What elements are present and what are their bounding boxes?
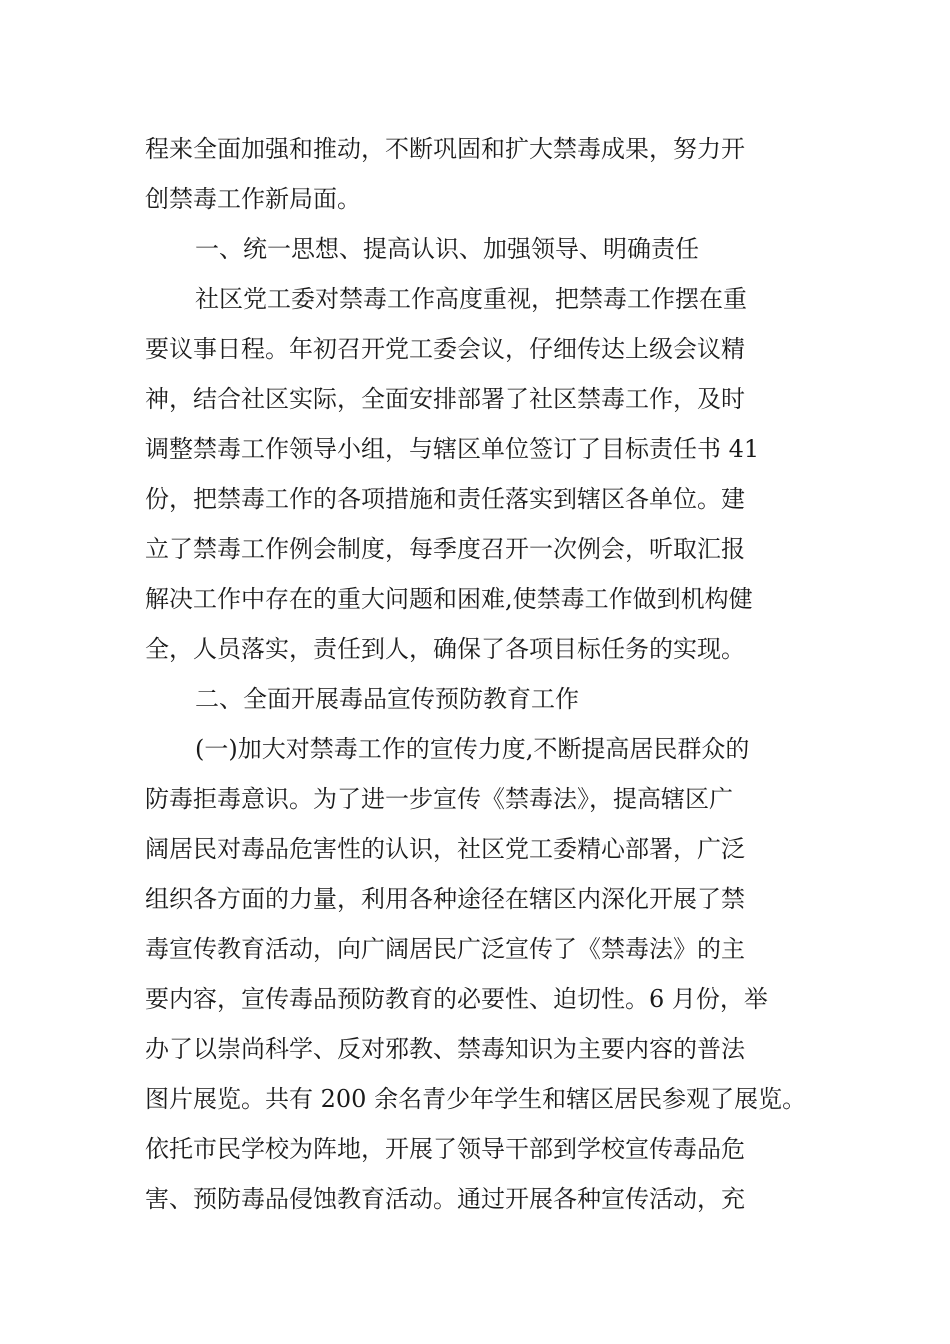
section-heading: 一、统一思想、提高认识、加强领导、明确责任 [195,235,699,263]
paragraph-line: 社区党工委对禁毒工作高度重视，把禁毒工作摆在重 [195,285,747,313]
paragraph-line: 办了以崇尚科学、反对邪教、禁毒知识为主要内容的普法 [145,1035,745,1063]
paragraph-line: 毒宣传教育活动，向广阔居民广泛宣传了《禁毒法》的主 [145,935,745,963]
section-heading: 二、全面开展毒品宣传预防教育工作 [195,685,579,713]
paragraph-line: 程来全面加强和推动，不断巩固和扩大禁毒成果，努力开 [145,135,745,163]
paragraph-line: 防毒拒毒意识。为了进一步宣传《禁毒法》，提高辖区广 [145,785,733,813]
paragraph-line: 阔居民对毒品危害性的认识，社区党工委精心部署，广泛 [145,835,745,863]
paragraph-line: 依托市民学校为阵地，开展了领导干部到学校宣传毒品危 [145,1135,745,1163]
paragraph-line: 要议事日程。年初召开党工委会议，仔细传达上级会议精 [145,335,745,363]
paragraph-line: (一)加大对禁毒工作的宣传力度,不断提高居民群众的 [195,735,750,763]
paragraph-line: 创禁毒工作新局面。 [145,185,361,213]
paragraph-line: 立了禁毒工作例会制度，每季度召开一次例会，听取汇报 [145,535,745,563]
document-body [145,124,835,1224]
paragraph-line: 害、预防毒品侵蚀教育活动。通过开展各种宣传活动，充 [145,1185,745,1213]
paragraph-line: 要内容，宣传毒品预防教育的必要性、迫切性。6 月份，举 [145,985,768,1013]
paragraph-line: 份，把禁毒工作的各项措施和责任落实到辖区各单位。建 [145,485,745,513]
paragraph-line: 神，结合社区实际，全面安排部署了社区禁毒工作，及时 [145,385,745,413]
paragraph-line: 调整禁毒工作领导小组，与辖区单位签订了目标责任书 41 [145,435,760,463]
paragraph-line: 全，人员落实，责任到人，确保了各项目标任务的实现。 [145,635,745,663]
paragraph-line: 组织各方面的力量，利用各种途径在辖区内深化开展了禁 [145,885,745,913]
paragraph-line: 解决工作中存在的重大问题和困难,使禁毒工作做到机构健 [145,585,753,613]
paragraph-line: 图片展览。共有 200 余名青少年学生和辖区居民参观了展览。 [145,1085,807,1113]
